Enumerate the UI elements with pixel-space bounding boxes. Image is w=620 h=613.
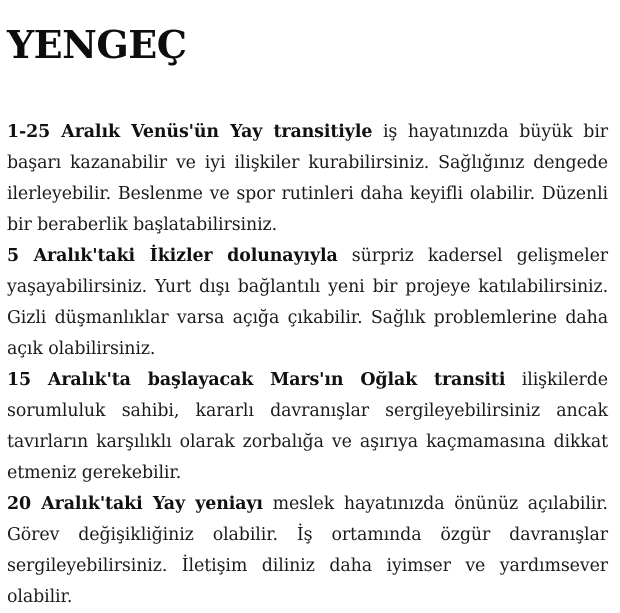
- paragraph-lead: 20 Aralık'taki Yay yeniayı: [7, 494, 263, 514]
- paragraph-mars-capricorn: [7, 365, 608, 489]
- paragraph-body: iş hayatınızda büyük bir başarı kazanabilir ve iyi ilişkiler kurabilirsiniz. Sağlığınız dengede ilerleyebilir. Beslenme ve spor rutinleri daha keyifli olabilir. Düzenli bir beraberlik başlatabilirsiniz.: [7, 122, 608, 235]
- paragraph-lead: 5 Aralık'taki İkizler dolunayıyla: [7, 246, 338, 266]
- paragraph-sagittarius-new-moon: [7, 489, 608, 613]
- paragraph-body: ilişkilerde sorumluluk sahibi, kararlı davranışlar sergileyebilirsiniz ancak tavırların karşılıklı olarak zorbalığa ve aşırıya kaçmamasına dikkat etmeniz gerekebilir.: [7, 370, 608, 483]
- paragraph-venus-transit: [7, 117, 608, 241]
- paragraph-gemini-full-moon: [7, 241, 608, 365]
- paragraph-lead: 1-25 Aralık Venüs'ün Yay transitiyle: [7, 122, 373, 142]
- paragraph-body: sürpriz kadersel gelişmeler yaşayabilirsiniz. Yurt dışı bağlantılı yeni bir projeye katılabilirsiniz. Gizli düşmanlıklar varsa açığa çıkabilir. Sağlık problemlerine daha açık olabilirsiniz.: [7, 246, 608, 359]
- paragraph-lead: 15 Aralık'ta başlayacak Mars'ın Oğlak transiti: [7, 370, 506, 390]
- paragraph-body: meslek hayatınızda önünüz açılabilir. Görev değişikliğiniz olabilir. İş ortamında özgür davranışlar sergileyebilirsiniz. İletişim diliniz daha iyimser ve yardımsever olabilir.: [7, 494, 608, 607]
- page-title: YENGEÇ: [7, 22, 187, 67]
